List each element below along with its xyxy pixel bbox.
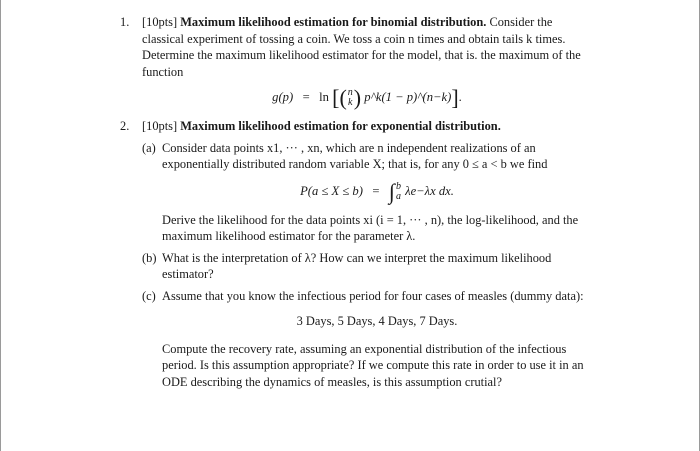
part-a-text-2: Derive the likelihood for the data points xi (i = 1, ··· , n), the log-likelihood, and the maximum likelihood estimator for the parameter λ.	[162, 212, 579, 243]
eq1-close-paren: )	[353, 84, 362, 110]
problem-1	[120, 14, 592, 108]
left-edge-line	[0, 0, 1, 451]
eq1-open-paren: (	[339, 84, 347, 110]
binom-bottom: k	[348, 97, 353, 108]
measles-days-data: 3 Days, 5 Days, 4 Days, 7 Days.	[296, 314, 458, 328]
part-b-text: What is the interpretation of λ? How can we interpret the maximum likelihood estimator?	[162, 250, 552, 281]
eq1-close-bracket: ]	[451, 84, 459, 110]
eq1-equals: =	[302, 89, 310, 104]
integral-lower-limit: a	[395, 190, 401, 202]
integral-upper-limit: b	[395, 180, 401, 192]
integral-limits	[396, 182, 401, 202]
eq1-period: .	[458, 89, 462, 104]
eq1-rhs: p^k(1 − p)^(n−k)	[364, 89, 452, 104]
problem-2-points: [10pts]	[142, 119, 178, 133]
integrand: λe−λx dx.	[405, 183, 454, 198]
part-b	[142, 250, 592, 283]
eq2-equals: =	[372, 183, 380, 198]
problem-1-title: Maximum likelihood estimation for binomial distribution.	[180, 15, 487, 29]
document-page	[120, 14, 592, 390]
problem-2-header	[142, 118, 592, 135]
integral-sign: ∫	[388, 178, 395, 204]
eq1-open-bracket: [	[332, 84, 340, 110]
eq1-lhs: g(p)	[272, 89, 294, 104]
eq2-lhs: P(a ≤ X ≤ b)	[300, 183, 363, 198]
problem-2-number: 2.	[120, 119, 130, 133]
part-a	[142, 140, 592, 245]
part-c	[142, 288, 592, 391]
problem-2-title: Maximum likelihood estimation for exponential distribution.	[180, 119, 501, 133]
problem-1-body	[142, 14, 592, 80]
part-c-text-2: Compute the recovery rate, assuming an exponential distribution of the infectious period. Is this assumption appropriate? If we compute this rate in order to use it in an ODE describing the dynamics of measles, is this assumption crutial?	[162, 341, 584, 389]
problem-1-text: Consider the classical experiment of tossing a coin. We toss a coin n times and obtain tails k times. Determine the maximum likelihood estimator for the model, that is. the maximum of the function	[142, 15, 581, 79]
binomial-likelihood-equation	[142, 84, 592, 110]
part-b-label: (b)	[142, 250, 157, 265]
eq1-ln: ln	[319, 89, 329, 104]
part-c-text-1: Assume that you know the infectious period for four cases of measles (dummy data):	[162, 288, 584, 303]
part-a-label: (a)	[142, 140, 156, 155]
part-c-label: (c)	[142, 288, 156, 303]
part-a-text-1: Consider data points x1, ··· , xn, which are n independent realizations of an exponentially distributed random variable X; that is, for any 0 ≤ a < b we find	[162, 140, 548, 171]
binomial-coefficient	[348, 88, 353, 108]
binom-top: n	[347, 87, 353, 98]
problem-1-number: 1.	[120, 15, 130, 29]
problem-1-points: [10pts]	[142, 15, 178, 29]
exponential-probability-equation	[162, 178, 592, 204]
problem-2	[120, 118, 592, 390]
